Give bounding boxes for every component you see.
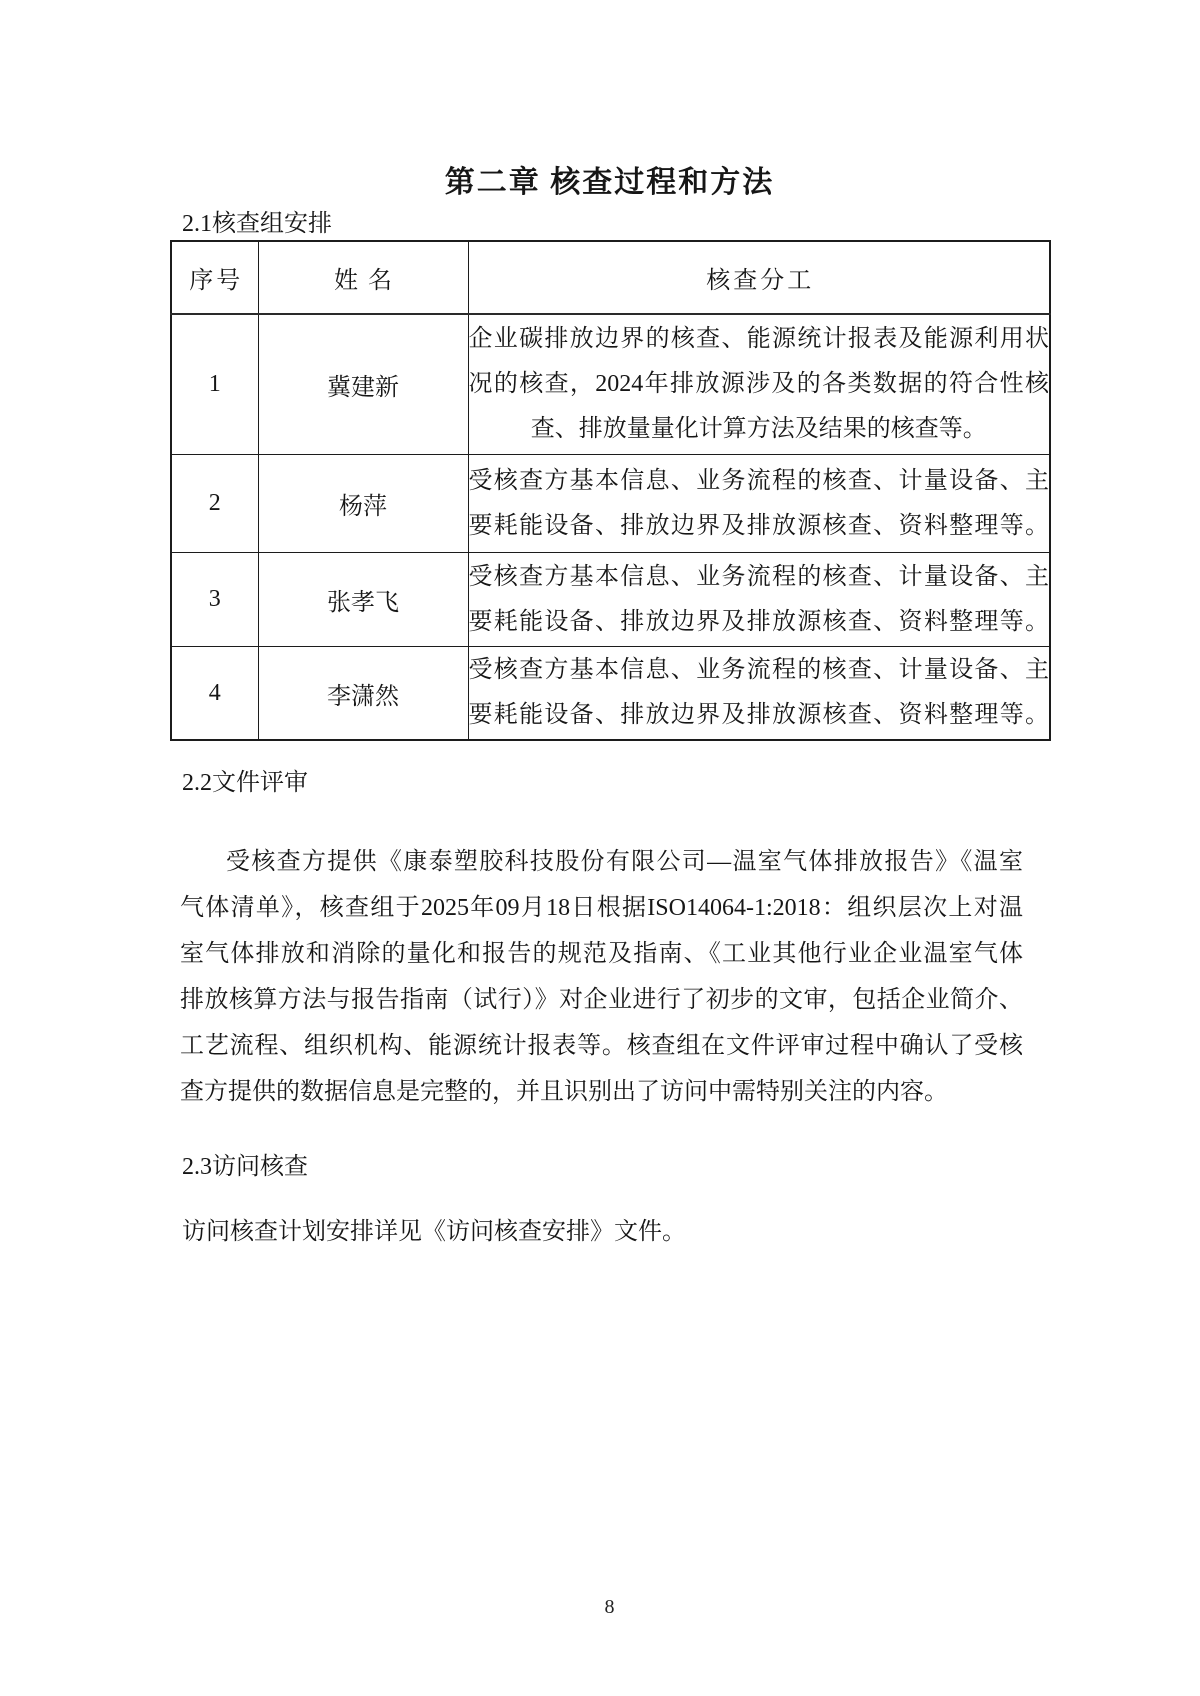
section-heading-2-1: 2.1核查组安排 bbox=[182, 211, 332, 237]
duty-line: 况的核查，2024年排放源涉及的各类数据的符合性核 bbox=[468, 371, 1049, 397]
duty-line: 要耗能设备、排放边界及排放源核查、资料整理等。 bbox=[468, 702, 1049, 728]
table-row bbox=[171, 455, 1050, 553]
cell-name: 冀建新 bbox=[258, 314, 468, 455]
duty-line: 受核查方基本信息、业务流程的核查、计量设备、主 bbox=[468, 657, 1049, 683]
cell-duty bbox=[468, 553, 1050, 647]
table-row bbox=[171, 314, 1050, 455]
verification-team-table bbox=[170, 240, 1051, 741]
duty-line: 要耗能设备、排放边界及排放源核查、资料整理等。 bbox=[468, 608, 1049, 635]
paragraph-line: 排放核算方法与报告指南（试行）》对企业进行了初步的文审，包括企业简介、 bbox=[180, 987, 1023, 1013]
paragraph-line: 受核查方提供《康泰塑胶科技股份有限公司—温室气体排放报告》《温室 bbox=[226, 849, 1023, 875]
cell-duty bbox=[468, 647, 1050, 741]
cell-name: 张孝飞 bbox=[258, 553, 468, 647]
page-number: 8 bbox=[604, 1596, 615, 1618]
cell-number: 3 bbox=[171, 553, 258, 647]
paragraph-line: 查方提供的数据信息是完整的，并且识别出了访问中需特别关注的内容。 bbox=[180, 1079, 948, 1105]
cell-name: 杨萍 bbox=[258, 455, 468, 553]
document-review-paragraph bbox=[180, 839, 1023, 1115]
chapter-title: 第二章 核查过程和方法 bbox=[444, 166, 775, 199]
duty-line: 要耗能设备、排放边界及排放源核查、资料整理等。 bbox=[468, 512, 1049, 539]
cell-name: 李潇然 bbox=[258, 647, 468, 741]
cell-duty bbox=[468, 314, 1050, 455]
cell-number: 4 bbox=[171, 647, 258, 741]
table-row bbox=[171, 553, 1050, 647]
table-header-row bbox=[171, 241, 1050, 314]
duty-line: 受核查方基本信息、业务流程的核查、计量设备、主 bbox=[468, 563, 1049, 590]
header-cell-duty: 核查分工 bbox=[468, 241, 1050, 314]
cell-duty bbox=[468, 455, 1050, 553]
section-heading-2-3: 2.3访问核查 bbox=[182, 1154, 308, 1180]
paragraph-line: 室气体排放和消除的量化和报告的规范及指南、《工业其他行业企业温室气体 bbox=[180, 941, 1023, 967]
duty-line: 受核查方基本信息、业务流程的核查、计量设备、主 bbox=[468, 467, 1049, 494]
paragraph-line: 工艺流程、组织机构、能源统计报表等。核查组在文件评审过程中确认了受核 bbox=[180, 1033, 1023, 1059]
table-row bbox=[171, 647, 1050, 741]
cell-number: 1 bbox=[171, 314, 258, 455]
section-heading-2-2: 2.2文件评审 bbox=[182, 770, 308, 796]
header-cell-number: 序号 bbox=[171, 241, 258, 314]
duty-line: 企业碳排放边界的核查、能源统计报表及能源利用状 bbox=[468, 326, 1049, 352]
visit-verification-sentence: 访问核查计划安排详见《访问核查安排》文件。 bbox=[182, 1219, 686, 1245]
paragraph-line: 气体清单》，核查组于2025年09月18日根据ISO14064-1:2018：组织层次上对温 bbox=[180, 895, 1023, 921]
cell-number: 2 bbox=[171, 455, 258, 553]
duty-line: 查、排放量量化计算方法及结果的核查等。 bbox=[530, 416, 987, 442]
team-table-body bbox=[171, 314, 1050, 740]
header-cell-name: 姓名 bbox=[258, 241, 468, 314]
